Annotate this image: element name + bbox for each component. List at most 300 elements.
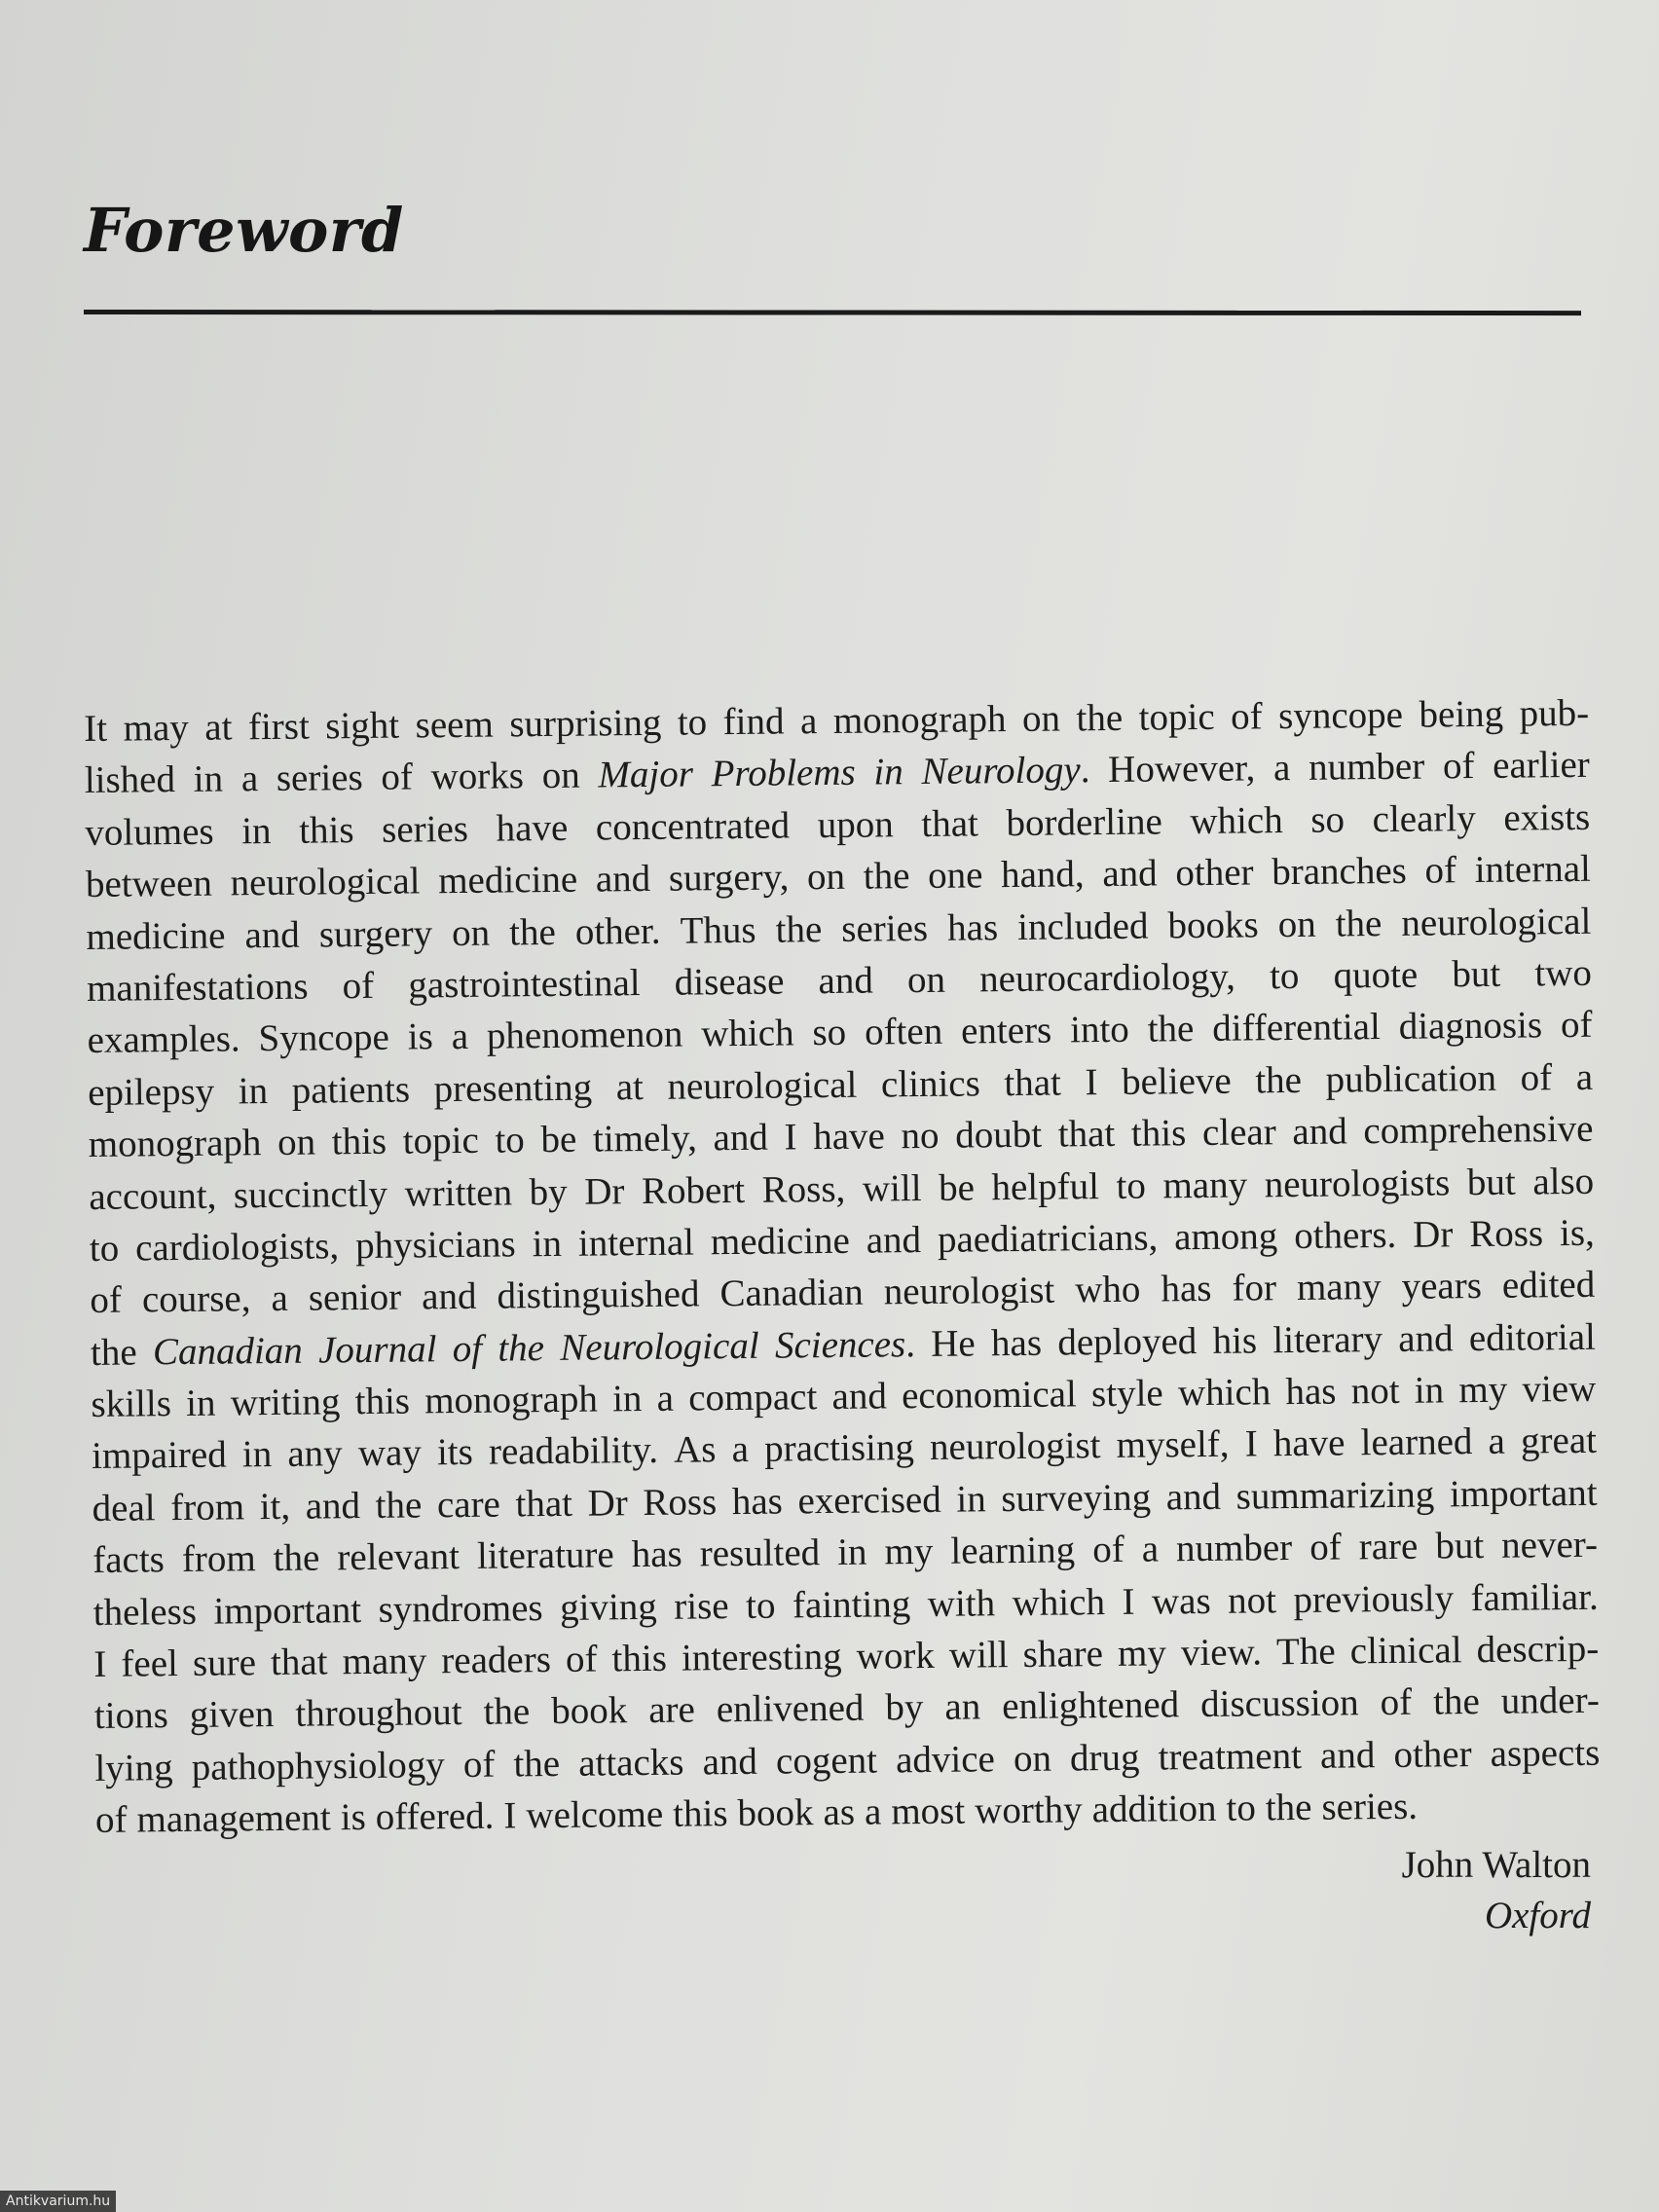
word: on xyxy=(1021,697,1061,740)
word: the xyxy=(1147,1008,1195,1051)
word: aspects xyxy=(1490,1731,1601,1775)
watermark: Antikvarium.hu xyxy=(0,2191,116,2212)
word: I xyxy=(1244,1422,1258,1466)
word: neurologist xyxy=(929,1424,1101,1469)
word: be xyxy=(938,1165,976,1209)
word: no xyxy=(901,1114,940,1158)
word: in xyxy=(532,1222,563,1266)
word: neurological xyxy=(1401,900,1592,944)
word: addition xyxy=(1091,1788,1217,1831)
word: one xyxy=(927,854,983,898)
word: advice xyxy=(895,1738,996,1782)
word: and xyxy=(1102,852,1158,896)
word: as xyxy=(823,1790,856,1834)
word: the xyxy=(508,910,557,953)
word: I xyxy=(93,1642,107,1685)
word: never- xyxy=(1500,1524,1599,1567)
word: important xyxy=(213,1588,362,1633)
word: will xyxy=(862,1166,922,1210)
word: my xyxy=(884,1530,934,1573)
word: and xyxy=(421,1275,477,1318)
word: which xyxy=(1012,1580,1106,1624)
word: Dr xyxy=(1412,1213,1454,1256)
word: manifestations xyxy=(86,965,309,1010)
word: internal xyxy=(577,1221,695,1265)
word: Dr xyxy=(583,1169,625,1213)
word: book xyxy=(550,1689,628,1733)
word: works xyxy=(430,755,525,798)
word: doubt xyxy=(954,1113,1043,1157)
word: of xyxy=(1424,849,1457,892)
word: clinics xyxy=(880,1062,981,1106)
word: neurological xyxy=(667,1063,858,1108)
word: impaired xyxy=(91,1433,227,1478)
word: first xyxy=(247,705,311,749)
word: medicine xyxy=(86,914,226,958)
word: of xyxy=(462,1743,496,1786)
word: topic xyxy=(1138,695,1215,739)
word: distinguished xyxy=(497,1272,700,1317)
word: volumes xyxy=(85,810,214,854)
word: of xyxy=(381,756,414,799)
word: by xyxy=(885,1686,924,1729)
word: cogent xyxy=(775,1739,878,1783)
word: medicine xyxy=(437,858,578,903)
word: a xyxy=(731,1428,750,1471)
word: course, xyxy=(141,1277,251,1321)
word: of xyxy=(1442,745,1475,788)
word: at xyxy=(615,1065,645,1109)
word: pathophysiology xyxy=(191,1743,445,1788)
word: and xyxy=(866,1218,922,1262)
word: who xyxy=(1075,1268,1141,1311)
word: compact xyxy=(687,1376,818,1419)
word: but xyxy=(1452,952,1501,996)
word: the xyxy=(1255,1058,1303,1102)
word: this xyxy=(1130,1112,1187,1155)
word: to xyxy=(677,701,708,744)
word: presenting xyxy=(433,1066,593,1110)
word: has xyxy=(946,905,999,949)
word: succinctly xyxy=(233,1172,388,1216)
word: theless xyxy=(92,1590,198,1634)
word: a xyxy=(864,1790,882,1833)
word: from xyxy=(181,1537,256,1581)
word: a xyxy=(451,1015,469,1058)
word: descrip- xyxy=(1476,1627,1600,1672)
word: from xyxy=(170,1486,245,1529)
word: has xyxy=(990,1321,1043,1364)
word: a xyxy=(1141,1528,1160,1570)
word: relevant xyxy=(337,1535,461,1579)
word: Problems xyxy=(711,752,856,795)
word: the xyxy=(375,1484,423,1527)
word: and xyxy=(818,959,874,1003)
word: facts xyxy=(92,1538,166,1582)
word: medicine xyxy=(710,1219,851,1264)
word: epilepsy xyxy=(87,1070,215,1114)
word: have xyxy=(496,806,569,850)
word: among xyxy=(1173,1215,1278,1259)
word: examples. xyxy=(87,1017,240,1062)
word: of xyxy=(452,1327,483,1370)
word: most xyxy=(891,1789,966,1833)
word: senior xyxy=(308,1275,402,1319)
word: and xyxy=(305,1484,361,1528)
word: surgery xyxy=(318,911,433,956)
word: work xyxy=(856,1634,936,1677)
word: also xyxy=(1532,1160,1595,1202)
word: monograph xyxy=(88,1122,262,1166)
word: has xyxy=(731,1480,784,1523)
signature-name: John Walton xyxy=(1401,1844,1591,1886)
word: fainting xyxy=(792,1582,911,1627)
word: feel xyxy=(121,1642,179,1685)
word: was xyxy=(1151,1579,1211,1623)
word: neurologists xyxy=(1264,1161,1451,1205)
word: series xyxy=(276,756,363,800)
word: an xyxy=(944,1685,981,1729)
word: between xyxy=(85,862,213,906)
word: a xyxy=(1575,1055,1594,1098)
word: and xyxy=(1165,1475,1222,1519)
word: view. xyxy=(1180,1631,1263,1675)
word: The xyxy=(1275,1630,1336,1674)
word: this xyxy=(611,1637,668,1680)
word: monograph xyxy=(832,698,1007,742)
word: offered. xyxy=(375,1794,495,1839)
word: earlier xyxy=(1492,744,1590,788)
word: my xyxy=(1117,1632,1167,1675)
word: have xyxy=(812,1115,886,1159)
word: I xyxy=(784,1116,797,1159)
word: neurocardiology, xyxy=(978,955,1236,1001)
word: being xyxy=(1419,692,1504,736)
word: clearly xyxy=(1372,796,1476,840)
word: of xyxy=(94,1798,128,1842)
word: books xyxy=(1167,903,1259,946)
word: in xyxy=(185,1382,216,1425)
word: will xyxy=(948,1634,1009,1677)
word: of xyxy=(1560,1004,1593,1047)
word: care xyxy=(436,1483,501,1527)
word: and xyxy=(1398,1316,1454,1360)
word: that xyxy=(1057,1113,1116,1156)
word: the xyxy=(498,1326,545,1370)
word: believe xyxy=(1121,1059,1232,1103)
word: in xyxy=(956,1478,986,1521)
word: paediatricians, xyxy=(937,1216,1159,1261)
word: syncope xyxy=(1277,693,1404,738)
word: this xyxy=(331,1120,387,1163)
word: the xyxy=(775,907,823,951)
word: so xyxy=(1310,798,1346,841)
word: differential xyxy=(1212,1006,1382,1051)
word: phenomenon xyxy=(486,1013,683,1058)
word: the xyxy=(1265,1787,1312,1829)
word: deal xyxy=(92,1487,156,1530)
word: management xyxy=(136,1796,331,1841)
word: the xyxy=(513,1742,561,1786)
word: surveying xyxy=(1001,1476,1152,1521)
word: of xyxy=(1380,1681,1413,1724)
word: and xyxy=(1292,1110,1347,1154)
word: number xyxy=(1175,1527,1293,1570)
word: is xyxy=(340,1796,366,1839)
word: to xyxy=(89,1227,120,1270)
word: included xyxy=(1016,904,1149,948)
word: diagnosis xyxy=(1398,1004,1543,1049)
word: drug xyxy=(1069,1736,1140,1780)
word: I xyxy=(1122,1580,1135,1623)
word: enlightened xyxy=(1001,1683,1180,1728)
word: and xyxy=(831,1375,888,1419)
word: seem xyxy=(415,703,495,747)
word: a xyxy=(1488,1420,1506,1463)
word: internal xyxy=(1474,847,1592,892)
word: two xyxy=(1534,951,1593,995)
word: Thus xyxy=(680,908,756,952)
word: throughout xyxy=(295,1691,462,1736)
word: number xyxy=(1308,745,1425,790)
word: a xyxy=(240,757,259,800)
word: this xyxy=(672,1792,728,1835)
word: gastrointestinal xyxy=(408,961,641,1007)
word: rare xyxy=(1358,1525,1419,1568)
word: It xyxy=(84,707,108,750)
word: written xyxy=(404,1170,513,1215)
word: Syncope xyxy=(258,1016,390,1060)
word: that xyxy=(1004,1061,1062,1104)
word: edited xyxy=(1501,1264,1596,1308)
word: of xyxy=(1309,1526,1342,1569)
word: skills xyxy=(91,1382,172,1426)
word: resulted xyxy=(699,1531,821,1575)
word: readers xyxy=(441,1639,552,1682)
word: However, xyxy=(1107,747,1256,792)
word: by xyxy=(529,1170,568,1213)
signature-place: Oxford xyxy=(1484,1895,1591,1936)
word: a xyxy=(271,1277,289,1320)
word: on xyxy=(806,855,846,899)
title-rule xyxy=(84,310,1581,315)
word: so xyxy=(812,1012,847,1054)
word: in xyxy=(238,1069,269,1113)
word: readability. xyxy=(488,1429,659,1474)
word: writing xyxy=(230,1381,341,1424)
word: that xyxy=(921,802,979,845)
word: to xyxy=(1116,1164,1147,1207)
word: quote xyxy=(1333,953,1419,997)
word: on xyxy=(541,755,580,797)
word: many xyxy=(1162,1163,1248,1206)
word: Canadian xyxy=(152,1329,304,1373)
word: the xyxy=(1076,696,1124,740)
word: literature xyxy=(476,1533,614,1578)
word: others. xyxy=(1293,1213,1397,1257)
word: previously xyxy=(1293,1576,1455,1621)
word: a xyxy=(656,1377,675,1419)
word: series xyxy=(381,807,469,851)
word: may xyxy=(123,706,189,750)
word: the xyxy=(863,855,910,898)
word: upon xyxy=(817,803,894,846)
word: Robert xyxy=(641,1168,746,1212)
word: the xyxy=(1335,902,1382,945)
word: a xyxy=(799,700,818,743)
word: often xyxy=(864,1011,943,1053)
word: Ross xyxy=(1469,1212,1544,1256)
word: on xyxy=(1277,903,1316,945)
word: lished xyxy=(84,758,176,802)
word: great xyxy=(1520,1419,1598,1463)
word: physicians xyxy=(354,1223,516,1268)
word: this xyxy=(354,1380,411,1423)
word: surgery, xyxy=(668,856,790,900)
word: find xyxy=(722,700,785,744)
word: comprehensive xyxy=(1363,1107,1594,1153)
foreword-body xyxy=(84,687,1601,1847)
word: with xyxy=(927,1581,996,1625)
word: familiar. xyxy=(1470,1575,1599,1619)
word: syndromes xyxy=(378,1586,543,1631)
word: concentrated xyxy=(595,804,791,849)
word: borderline xyxy=(1006,800,1162,844)
word: Canadian xyxy=(719,1271,864,1315)
word: neurological xyxy=(230,860,421,904)
word: hand, xyxy=(1000,853,1085,897)
word: lying xyxy=(94,1746,173,1789)
word: in xyxy=(1414,1369,1445,1412)
word: tions xyxy=(93,1694,168,1738)
word: to xyxy=(745,1584,776,1627)
word: account, xyxy=(89,1174,217,1218)
word: learned xyxy=(1360,1420,1473,1464)
word: topic xyxy=(402,1119,480,1162)
word: Neurology. xyxy=(921,749,1090,793)
word: which xyxy=(1177,1371,1272,1415)
word: the xyxy=(1432,1680,1481,1723)
word: be xyxy=(540,1118,577,1161)
word: which xyxy=(701,1012,794,1055)
word: has xyxy=(1285,1370,1337,1414)
word: not xyxy=(1350,1369,1400,1413)
word: I xyxy=(1085,1060,1098,1103)
word: on xyxy=(1013,1737,1052,1780)
word: has xyxy=(1161,1268,1212,1310)
word: discussion xyxy=(1199,1681,1359,1726)
word: of xyxy=(565,1638,598,1680)
word: disease xyxy=(674,960,785,1004)
word: economical xyxy=(901,1373,1078,1418)
word: cardiologists, xyxy=(134,1225,340,1270)
word: Major xyxy=(598,753,694,796)
word: timely, xyxy=(592,1117,698,1161)
word: way xyxy=(357,1431,423,1475)
word: other xyxy=(1175,851,1254,895)
word: on xyxy=(451,911,491,954)
word: in xyxy=(611,1378,643,1420)
word: practising xyxy=(763,1426,915,1471)
word: the xyxy=(483,1690,531,1734)
word: treatment xyxy=(1158,1734,1303,1779)
word: and xyxy=(702,1740,758,1784)
word: book xyxy=(737,1791,814,1835)
word: worthy xyxy=(974,1788,1083,1832)
word: myself, xyxy=(1116,1423,1230,1467)
word: on xyxy=(906,958,946,1002)
word: on xyxy=(276,1121,316,1164)
word: of xyxy=(1230,695,1263,738)
word: many xyxy=(342,1640,427,1683)
word: surprising xyxy=(509,701,662,746)
word: but xyxy=(1435,1525,1485,1567)
word: into xyxy=(1069,1009,1130,1051)
page-title: Foreword xyxy=(84,195,404,266)
word: years xyxy=(1401,1265,1483,1309)
word: giving xyxy=(559,1585,657,1629)
word: that xyxy=(270,1641,328,1684)
word: many xyxy=(1296,1266,1382,1309)
word: but xyxy=(1466,1161,1516,1203)
word: important xyxy=(1449,1471,1598,1516)
word: view xyxy=(1522,1367,1597,1411)
word: welcome xyxy=(526,1793,664,1837)
word: Dr xyxy=(587,1482,628,1525)
word: attacks xyxy=(577,1741,684,1785)
word: not xyxy=(1227,1578,1277,1622)
word: the xyxy=(273,1536,320,1580)
word: for xyxy=(1232,1267,1277,1309)
word: As xyxy=(673,1428,717,1472)
word: clear xyxy=(1201,1111,1276,1155)
word: given xyxy=(189,1693,275,1737)
word: and xyxy=(713,1116,769,1160)
word: Neurological xyxy=(560,1324,759,1369)
word: publication xyxy=(1325,1056,1497,1101)
word: helpful xyxy=(991,1164,1100,1208)
word: neurologist xyxy=(883,1269,1055,1313)
word: Ross xyxy=(643,1481,718,1524)
word: in xyxy=(873,751,903,793)
word: share xyxy=(1022,1633,1104,1676)
word: patients xyxy=(291,1068,411,1112)
word: my xyxy=(1458,1368,1508,1412)
word: his xyxy=(1212,1319,1258,1362)
word: style xyxy=(1090,1372,1163,1416)
word: the xyxy=(90,1331,137,1374)
word: of xyxy=(342,964,375,1008)
word: to xyxy=(495,1119,526,1161)
word: summarizing xyxy=(1235,1473,1435,1518)
word: it, xyxy=(259,1485,291,1529)
word: exists xyxy=(1503,795,1591,839)
word: that xyxy=(515,1482,573,1526)
word: under- xyxy=(1500,1679,1601,1723)
word: monograph xyxy=(424,1378,599,1422)
word: enlivened xyxy=(716,1687,865,1731)
word: series. xyxy=(1321,1785,1419,1828)
word: is, xyxy=(1559,1211,1595,1255)
word: has xyxy=(631,1532,682,1576)
word: branches xyxy=(1271,849,1408,894)
word: and xyxy=(595,858,651,901)
word: at xyxy=(204,706,233,749)
word: which xyxy=(1190,798,1283,842)
word: any xyxy=(287,1432,343,1476)
word: literary xyxy=(1272,1317,1383,1361)
word: Sciences. xyxy=(774,1322,916,1367)
